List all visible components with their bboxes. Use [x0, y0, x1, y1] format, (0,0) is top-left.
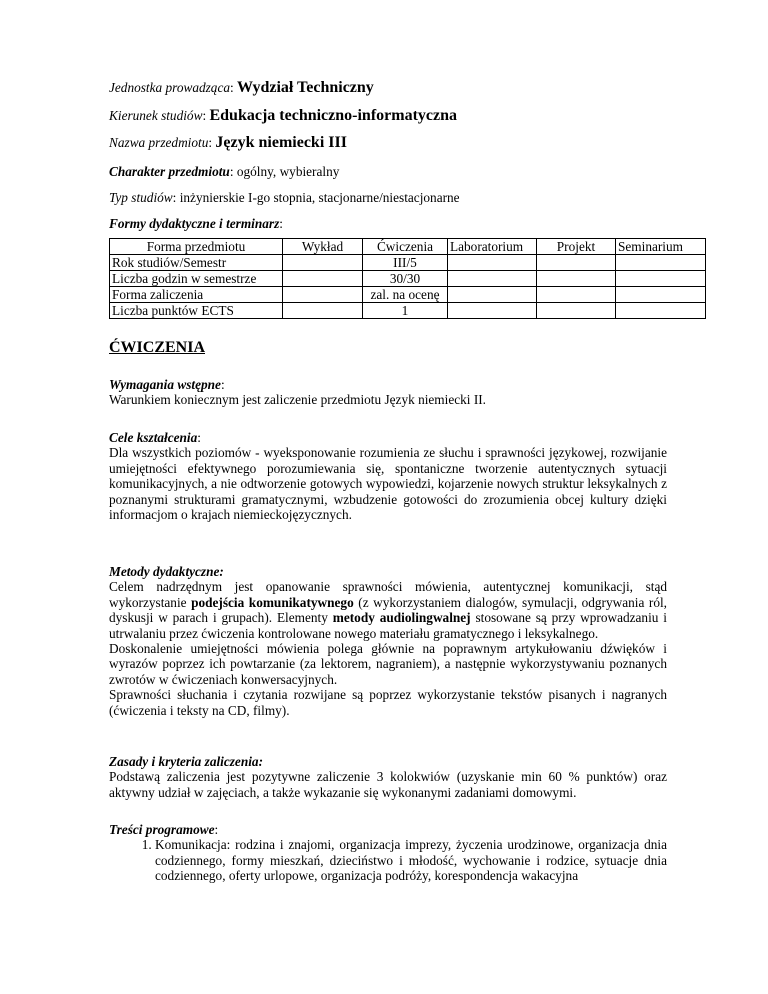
rules-title: Zasady i kryteria zaliczenia:	[109, 754, 264, 769]
table-cell	[448, 303, 537, 319]
table-cell: 1	[363, 303, 448, 319]
methods-paragraph-3: Sprawności słuchania i czytania rozwijane są poprzez wykorzystanie tekstów pisanych i nagranych (ćwiczenia i teksty na CD, filmy).	[109, 687, 667, 718]
methods-title: Metody dydaktyczne:	[109, 564, 224, 579]
program-list	[109, 837, 667, 883]
table-header: Projekt	[537, 239, 616, 255]
table-row	[110, 287, 706, 303]
table-cell	[448, 271, 537, 287]
table-header-row	[110, 239, 706, 255]
table-header: Seminarium	[616, 239, 706, 255]
meta-character-label: Charakter przedmiotu	[109, 164, 230, 179]
methods-text: (z wykorzystaniem dialogów, symulacji, odgrywania ról, dyskusji w parach i grupach). Elementy	[109, 594, 667, 626]
table-cell	[283, 303, 363, 319]
table-cell	[616, 287, 706, 303]
table-header: Laboratorium	[448, 239, 537, 255]
table-row-label: Liczba godzin w semestrze	[110, 271, 283, 287]
methods-paragraph-2: Doskonalenie umiejętności mówienia polega głównie na poprawnym artykułowaniu dźwięków i wyrazów poprzez ich powtarzanie (za lektorem, nagraniem), a następnie wykorzystywaniu poznanych zwrotów w ćwiczeniach konwersacyjnych.	[109, 641, 667, 687]
meta-forms: Formy dydaktyczne i terminarz:	[109, 216, 283, 231]
table-row	[110, 303, 706, 319]
table-cell	[537, 303, 616, 319]
section-title: ĆWICZENIA	[109, 339, 206, 356]
goals-text: Dla wszystkich poziomów - wyeksponowanie rozumienia ze słuchu i sprawności językowej, rozwijanie umiejętności efektywnego porozumiewania się, spontaniczne tworzenie autentycznych sytuacji komunikacyjnych, a nie odtworzenie gotowych wypowiedzi, kojarzenie nowych struktur leksykalnych z poznanymi strukturami gramatycznymi, wzbudzenie gotowości do zrozumienia obcej kultury dzięki informacjom o krajach niemieckojęzycznych.	[109, 445, 667, 523]
table-cell	[283, 287, 363, 303]
rules-text: Podstawą zaliczenia jest pozytywne zaliczenie 3 kolokwiów (uzyskanie min 60 % punktów) oraz aktywny udział w zajęciach, a także wykazanie się wykonanymi zadaniami domowymi.	[109, 769, 667, 800]
requirements-text: Warunkiem koniecznym jest zaliczenie przedmiotu Język niemiecki II.	[109, 392, 487, 408]
meta-character: Charakter przedmiotu: ogólny, wybieralny	[109, 164, 340, 179]
table-header: Ćwiczenia	[363, 239, 448, 255]
requirements-block: Wymagania wstępne: Warunkiem koniecznym jest zaliczenie przedmiotu Język niemiecki II.	[109, 377, 667, 408]
table-cell	[537, 255, 616, 271]
meta-unit-value: Wydział Techniczny	[237, 79, 374, 96]
methods-emphasis: metody audiolingwalnej	[332, 610, 471, 626]
goals-title: Cele kształcenia	[109, 430, 198, 445]
table-cell: 30/30	[363, 271, 448, 287]
table-row	[110, 271, 706, 287]
meta-forms-label: Formy dydaktyczne i terminarz	[109, 216, 280, 231]
rules-block	[109, 754, 667, 800]
meta-subject: Nazwa przedmiotu: Język niemiecki III	[109, 134, 347, 151]
meta-field-label: Kierunek studiów	[109, 108, 203, 123]
table-cell	[616, 271, 706, 287]
goals-block: Cele kształcenia: Dla wszystkich poziomów - wyeksponowanie rozumienia ze słuchu i sprawności językowej, rozwijanie umiejętności efektywnego porozumiewania się, spontaniczne tworzenie autentycznych sytuacji komunikacyjnych, a nie odtworzenie gotowych wypowiedzi, kojarzenie nowych struktur leksykalnych z poznanymi strukturami gramatycznymi, wzbudzenie gotowości do zrozumienia obcej kultury dzięki informacjom o krajach niemieckojęzycznych.	[109, 430, 667, 523]
table-cell: III/5	[363, 255, 448, 271]
table-cell	[616, 255, 706, 271]
meta-subject-label: Nazwa przedmiotu	[109, 135, 209, 150]
methods-text: stosowane są przy wprowadzaniu i utrwalaniu przez ćwiczenia kontrolowane nowego materiału gramatycznego i leksykalnego.	[109, 610, 667, 641]
table-cell	[448, 255, 537, 271]
meta-unit-label: Jednostka prowadząca	[109, 80, 231, 95]
table-row	[110, 255, 706, 271]
list-item: 1. Komunikacja: rodzina i znajomi, organizacja imprezy, życzenia urodzinowe, organizacja dnia codziennego, formy mieszkań, dzieciństwo i młodość, wychowanie i rodzice, sytuacje dnia codziennego, oferty urlopowe, organizacja podróży, korespondencja wakacyjna	[155, 837, 667, 883]
program-title: Treści programowe	[109, 822, 215, 837]
table-cell	[283, 271, 363, 287]
meta-field: Kierunek studiów: Edukacja techniczno-informatyczna	[109, 107, 458, 124]
meta-type-value: inżynierskie I-go stopnia, stacjonarne/niestacjonarne	[179, 190, 460, 205]
table-cell: zal. na ocenę	[363, 287, 448, 303]
table-cell	[448, 287, 537, 303]
table-cell	[283, 255, 363, 271]
table-cell	[616, 303, 706, 319]
table-header: Wykład	[283, 239, 363, 255]
table-row-label: Liczba punktów ECTS	[110, 303, 283, 319]
requirements-title: Wymagania wstępne	[109, 377, 221, 392]
meta-unit: Jednostka prowadząca: Wydział Techniczny	[109, 79, 374, 96]
meta-character-value: ogólny, wybieralny	[236, 164, 340, 179]
meta-field-value: Edukacja techniczno-informatyczna	[209, 107, 458, 124]
methods-paragraph-1	[109, 579, 667, 641]
methods-text: Celem nadrzędnym jest opanowanie sprawności mówienia, autentycznej komunikacji, stąd wykorzystanie	[109, 579, 667, 610]
meta-subject-value: Język niemiecki III	[215, 134, 347, 151]
forms-table	[109, 238, 706, 319]
table-cell	[537, 271, 616, 287]
table-row-label: Forma zaliczenia	[110, 287, 283, 303]
meta-type-label: Typ studiów	[109, 190, 173, 205]
program-block: Treści programowe: 1. Komunikacja: rodzina i znajomi, organizacja imprezy, życzenia urodzinowe, organizacja dnia codziennego, formy mieszkań, dzieciństwo i młodość, wychowanie i rodzice, sytuacje dnia codziennego, oferty urlopowe, organizacja podróży, korespondencja wakacyjna	[109, 822, 667, 884]
table-row-label: Rok studiów/Semestr	[110, 255, 283, 271]
meta-type: Typ studiów: inżynierskie I-go stopnia, stacjonarne/niestacjonarne	[109, 190, 460, 205]
table-header: Forma przedmiotu	[110, 239, 283, 255]
methods-emphasis: podejścia komunikatywnego	[191, 594, 354, 610]
table-cell	[537, 287, 616, 303]
methods-block	[109, 564, 667, 718]
